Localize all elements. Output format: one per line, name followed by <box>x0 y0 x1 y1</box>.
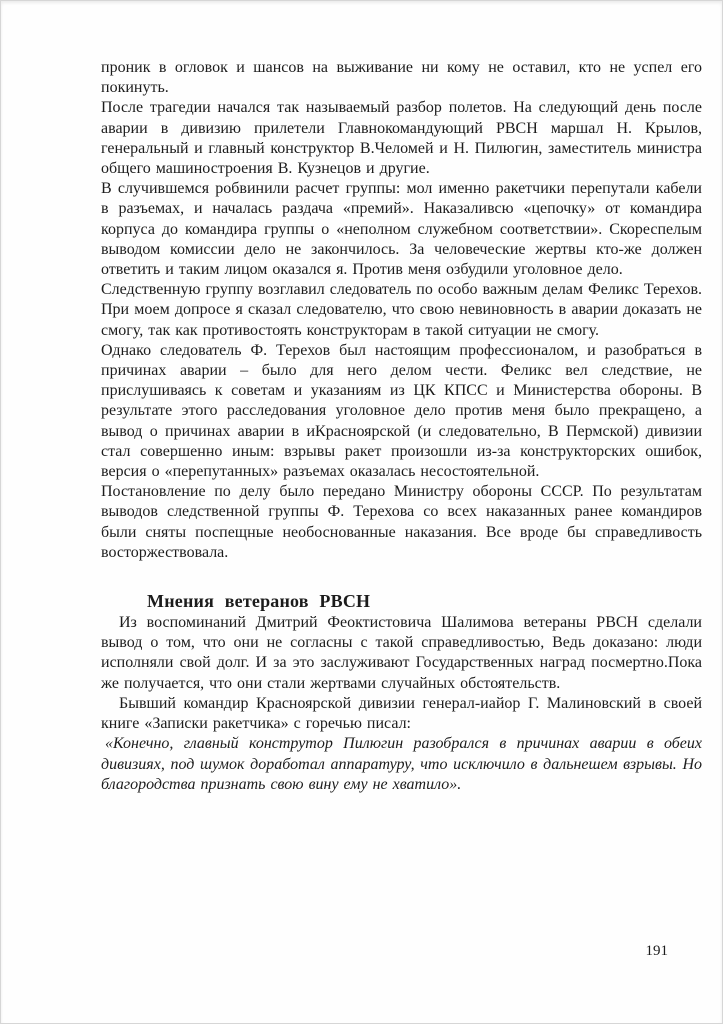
paragraph-resolution: Постановление по делу было передано Министру обороны СССР. По результатам выводов следственной группы Ф. Терехова со всех наказанных ранее командиров были сняты поспещные необоснованные наказания. Все вроде бы справедливость восторжествовала. <box>101 483 702 561</box>
paragraph-debrief: После трагедии начался так называемый разбор полетов. На следующий день после аварии в дивизию прилетели Главнокомандующий РВСН маршал Н. Крылов, генеральный и главный конструктор В.Челомей и Н. Пилюгин, заместитель министра общего машиностроения В. Кузнецов и другие. <box>101 99 702 178</box>
paragraph-survival: проник в огловок и шансов на выживание ни кому не оставил, кто не успел его покинуть. <box>101 59 702 97</box>
page-text-block <box>101 58 702 795</box>
paragraph-investigation-group: Следственную группу возглавил следователь по особо важным делам Феликс Терехов. При моем допросе я сказал следователю, что свою невиновность в аварии доказать не смогу, так как противостоять конструкторам в такой ситуации не смогу. <box>101 281 702 339</box>
paragraph-blame: В случившемся робвинили расчет группы: мол именно ракетчики перепутали кабели в разъемах, и началась раздача «премий». Наказаливсю «цепочку» от командира корпуса до командира группы о «неполном служебном соответствии». Скореспелым выводом комиссии дело не закончилось. За человеческие жертвы кто-же должен ответить и таким лицом оказался я. Против меня озбудили уголовное дело. <box>101 180 702 279</box>
paragraph-terekhov: Однако следователь Ф. Терехов был настоящим профессионалом, и разобраться в причинах аварии – было для него делом чести. Феликс вел следствие, не прислушиваясь к советам и указаниям из ЦК КПСС и Министерства обороны. В результате этого расследования уголовное дело против меня было прекращено, а вывод о причинах аварии в иКрасноярской (и следовательно, В Пермской) дивизии стал совершенно иным: взрывы ракет произошли из-за конструкторских ошибок, версия о «перепутанных» разъемах оказалась несостоятельной. <box>101 341 702 481</box>
paragraph-veterans-conclusion: Из воспоминаний Дмитрий Феоктистовича Шалимова ветераны РВСН сделали вывод о том, что они не согласны с такой справедливостью, Ведь доказано: люди исполняли свой долг. И за это заслуживают Государственных наград посмертно.Пока же получается, что они стали жертвами случайных обстоятельств. <box>101 614 702 692</box>
paragraph-quote-italic: «Конечно, главный конструтор Пилюгин разобрался в причинах аварии в обеих дивизиях, под шумок доработал аппаратуру, что исключило в дальнешем взрывы. Но благородства признать свою вину ему не хватило». <box>101 735 702 793</box>
paragraph-malinovsky: Бывший командир Красноярской дивизии генерал-иайор Г. Малиновский в своей книге «Записки ракетчика» с горечью писал: <box>101 694 702 733</box>
page-number: 191 <box>645 943 668 959</box>
section-heading-veterans-opinions: Мнения ветеранов РВСН <box>147 591 371 612</box>
